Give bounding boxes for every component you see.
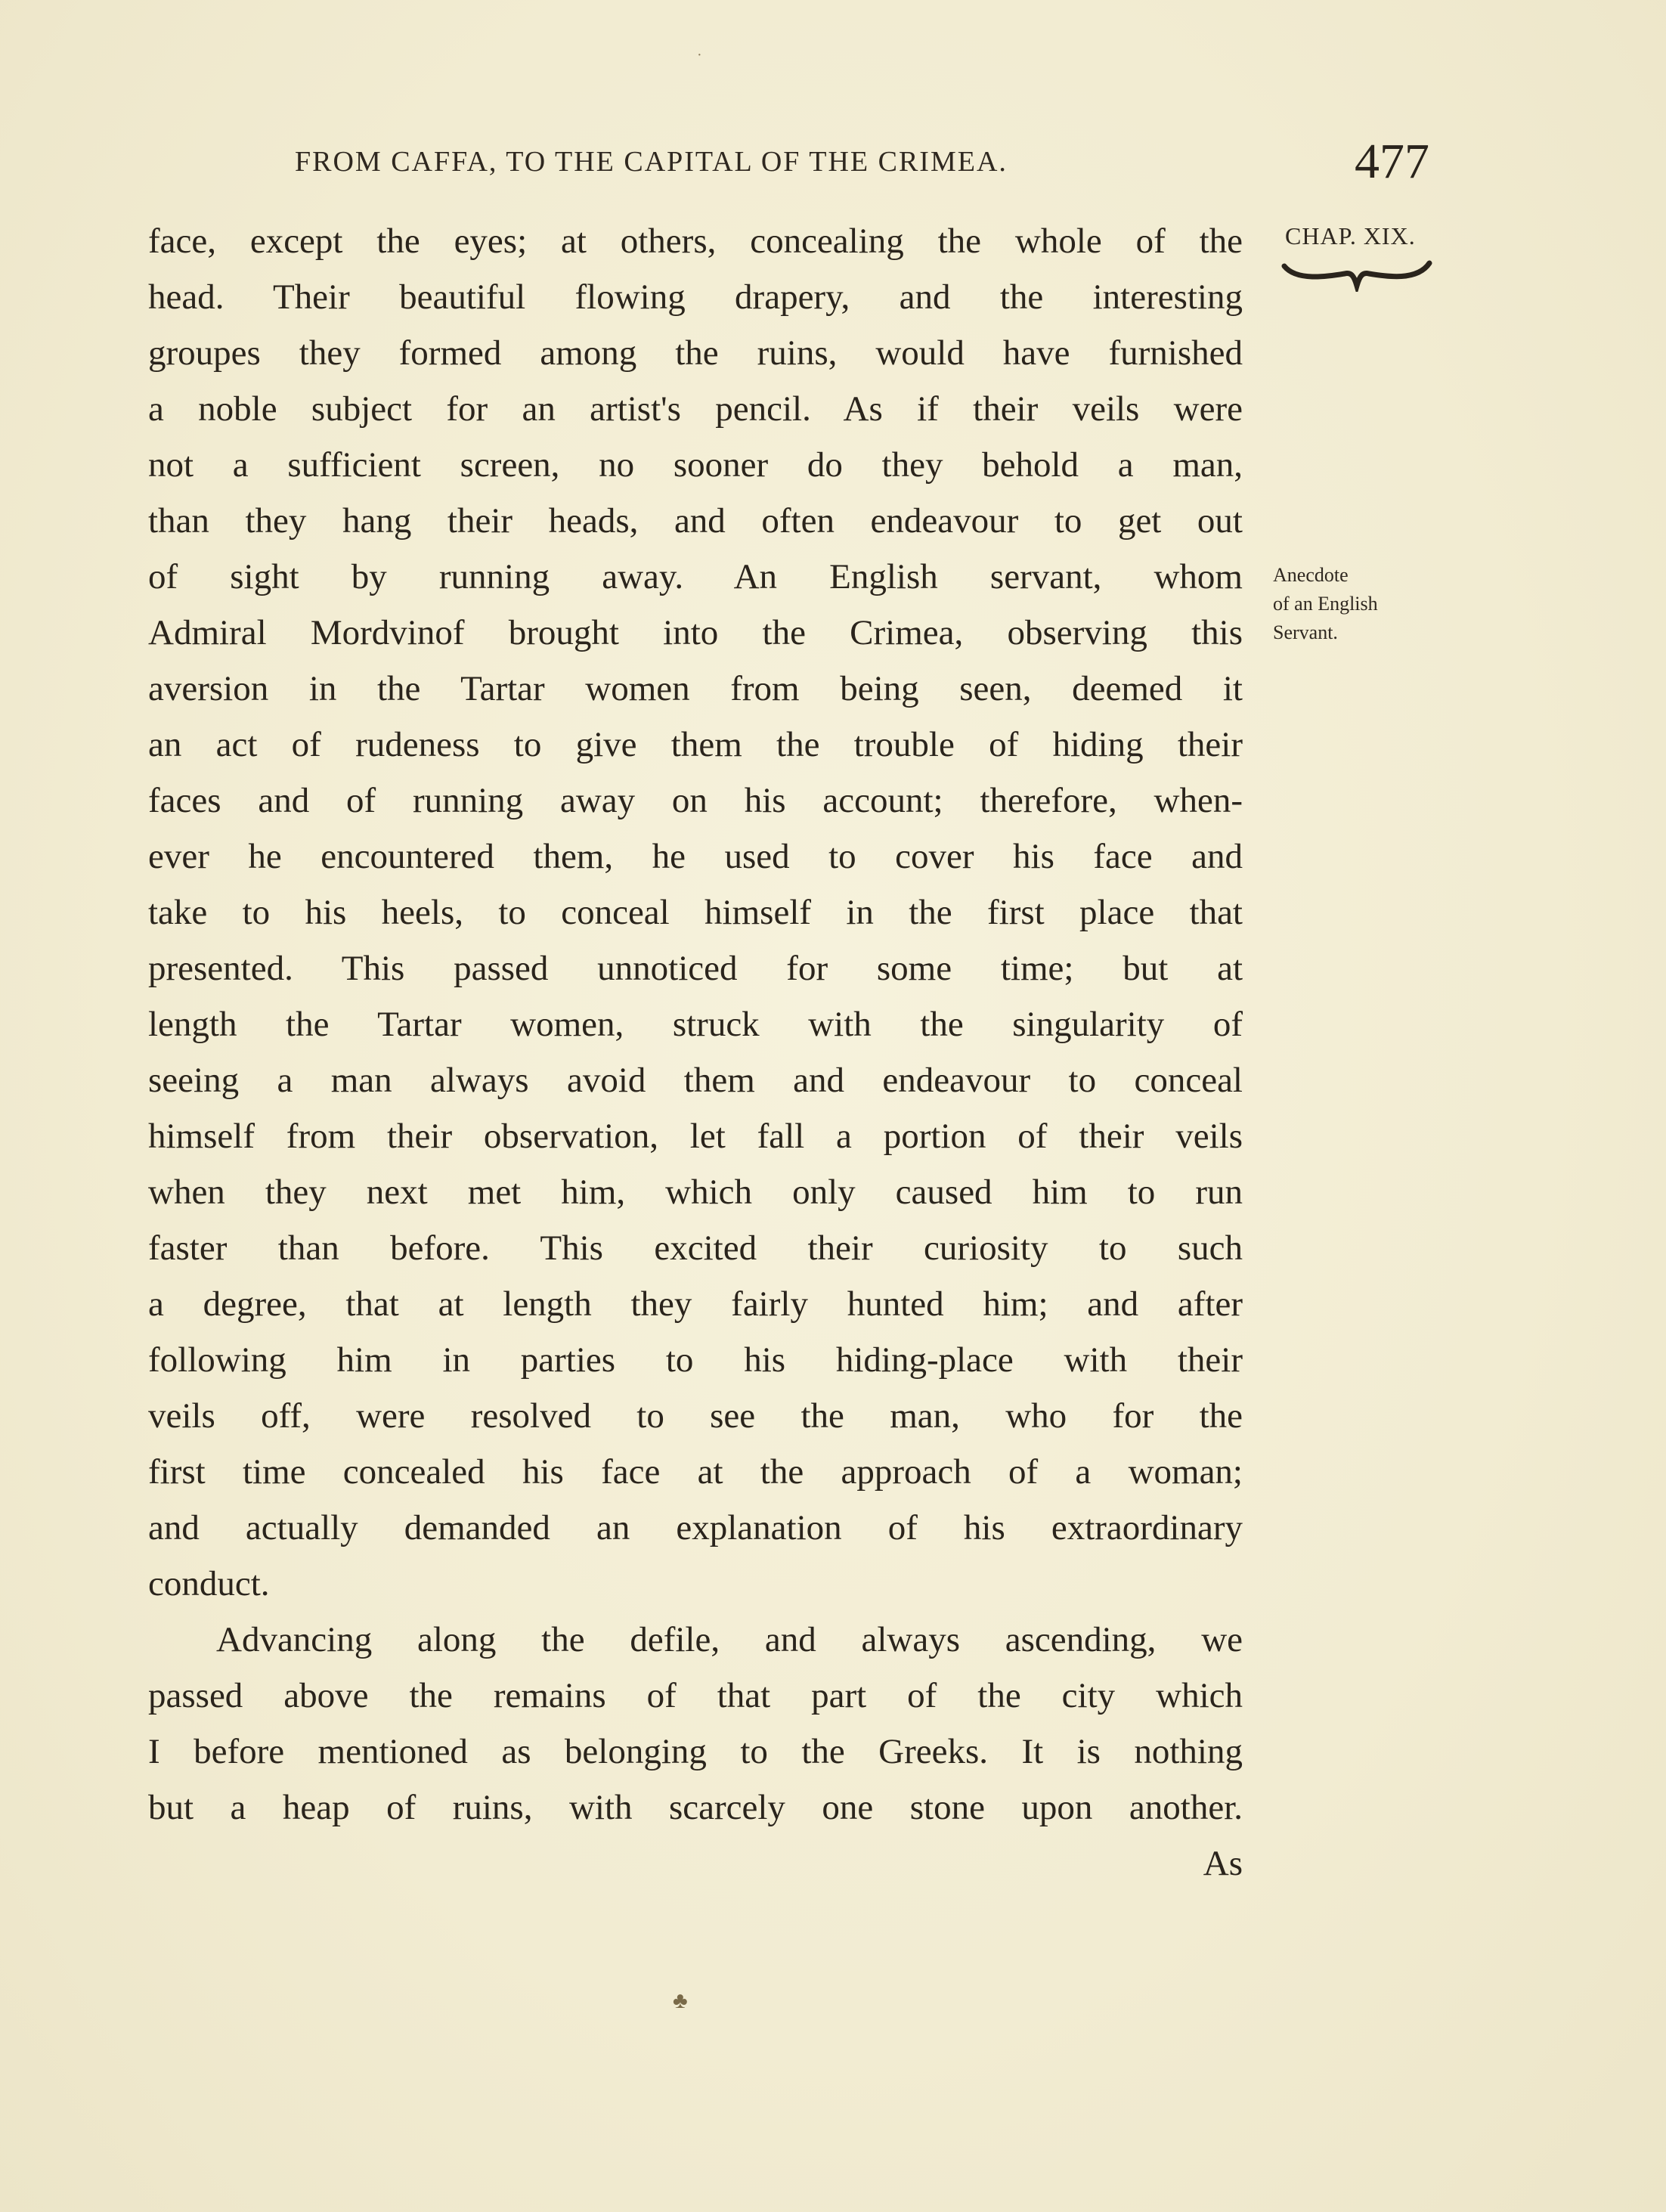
side-note [1273, 561, 1439, 647]
paper-speck: ♣ [673, 1988, 688, 2013]
text-line: faster than before. This excited their curiosity to such [148, 1228, 1243, 1268]
text-line: first time concealed his face at the approach of a woman; [148, 1452, 1243, 1492]
text-line: a noble subject for an artist's pencil. As if their veils were [148, 389, 1243, 429]
text-line: himself from their observation, let fall a portion of their veils [148, 1117, 1243, 1156]
text-line: but a heap of ruins, with scarcely one stone upon another. [148, 1788, 1243, 1827]
text-line: head. Their beautiful flowing drapery, and the interesting [148, 277, 1243, 317]
text-line: of sight by running away. An English servant, whom [148, 557, 1243, 596]
text-line: I before mentioned as belonging to the Greeks. It is nothing [148, 1732, 1243, 1771]
text-line: length the Tartar women, struck with the singularity of [148, 1005, 1243, 1044]
paper-speck: · [697, 47, 702, 64]
side-note-line: Servant. [1273, 621, 1338, 643]
running-head: FROM CAFFA, TO THE CAPITAL OF THE CRIMEA. [295, 146, 1008, 178]
text-line: ever he encountered them, he used to cover his face and [148, 837, 1243, 876]
chapter-label: CHAP. XIX. [1285, 222, 1416, 249]
page-number: 477 [1355, 134, 1429, 189]
text-line: following him in parties to his hiding-place with their [148, 1340, 1243, 1380]
brace-ornament-icon [1281, 256, 1432, 292]
text-line: seeing a man always avoid them and endeavour to conceal [148, 1061, 1243, 1100]
text-line: aversion in the Tartar women from being seen, deemed it [148, 669, 1243, 708]
text-line: take to his heels, to conceal himself in the first place that [148, 893, 1243, 932]
catchword: As [1203, 1844, 1243, 1883]
text-line: than they hang their heads, and often endeavour to get out [148, 501, 1243, 541]
text-line: groupes they formed among the ruins, would have furnished [148, 333, 1243, 373]
text-line: veils off, were resolved to see the man, who for the [148, 1396, 1243, 1436]
text-line: passed above the remains of that part of the city which [148, 1676, 1243, 1715]
body-text [148, 213, 1243, 1891]
side-note-line: Anecdote [1273, 564, 1349, 586]
text-line: when they next met him, which only caused him to run [148, 1173, 1243, 1212]
text-line: not a sufficient screen, no sooner do they behold a man, [148, 445, 1243, 485]
text-line: a degree, that at length they fairly hunted him; and after [148, 1284, 1243, 1324]
text-line: Advancing along the defile, and always ascending, we [216, 1620, 1243, 1659]
text-line: presented. This passed unnoticed for some time; but at [148, 949, 1243, 988]
side-note-line: of an English [1273, 593, 1378, 615]
text-line: and actually demanded an explanation of his extraordinary [148, 1508, 1243, 1547]
text-line: conduct. [148, 1564, 270, 1603]
text-line: face, except the eyes; at others, concealing the whole of the [148, 222, 1243, 261]
text-line: faces and of running away on his account; therefore, when- [148, 781, 1243, 820]
text-line: an act of rudeness to give them the trouble of hiding their [148, 725, 1243, 764]
text-line: Admiral Mordvinof brought into the Crimea, observing this [148, 613, 1243, 652]
